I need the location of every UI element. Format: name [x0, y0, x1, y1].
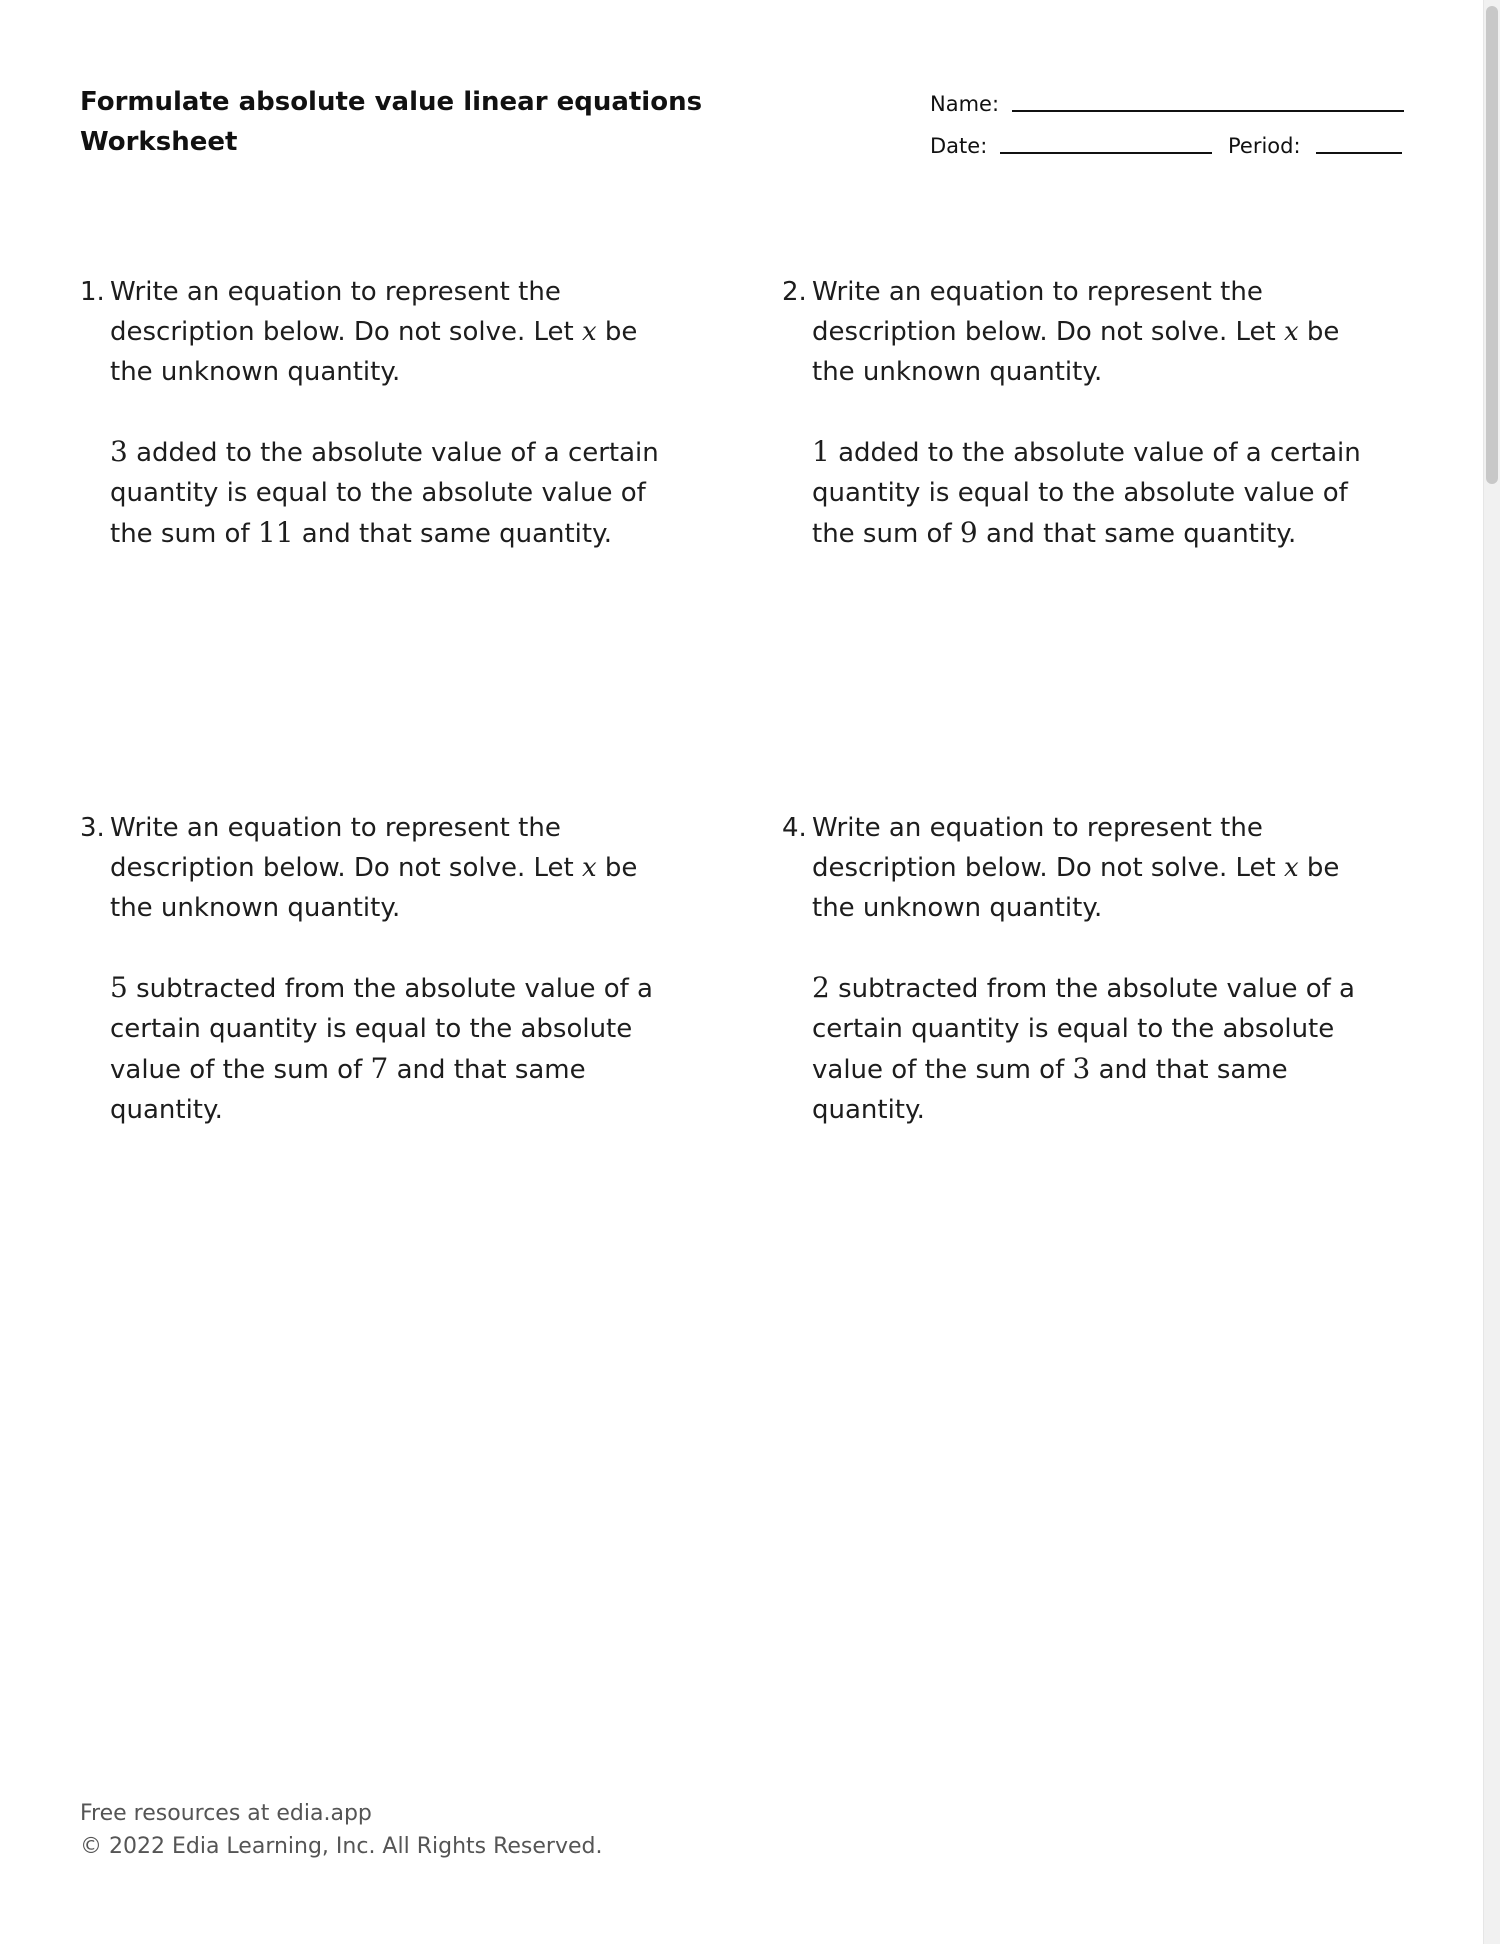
- value-b: 11: [257, 516, 294, 549]
- value-a: 1: [812, 435, 830, 468]
- description-text: added to the absolute value of a certain quantity is equal to the absolute value of the sum of: [812, 438, 1361, 549]
- question-description: [110, 432, 670, 554]
- question-prompt: [812, 272, 1372, 392]
- prompt-text-end: be the unknown quantity.: [812, 853, 1340, 923]
- worksheet-title: [80, 82, 702, 162]
- question-1: [80, 272, 670, 554]
- footer: [80, 1797, 602, 1863]
- prompt-text: Write an equation to represent the description below. Do not solve. Let: [110, 277, 582, 347]
- variable-x: x: [1283, 317, 1299, 347]
- prompt-text: Write an equation to represent the description below. Do not solve. Let: [110, 813, 582, 883]
- value-a: 2: [812, 971, 830, 1004]
- prompt-text-end: be the unknown quantity.: [110, 317, 638, 387]
- question-prompt: [812, 808, 1372, 928]
- prompt-text: Write an equation to represent the description below. Do not solve. Let: [812, 277, 1284, 347]
- footer-resources: Free resources at edia.app: [80, 1801, 372, 1826]
- prompt-text-end: be the unknown quantity.: [812, 317, 1340, 387]
- value-a: 3: [110, 435, 128, 468]
- value-b: 9: [959, 516, 978, 549]
- question-number: 1.: [80, 277, 105, 307]
- description-text-end: and that same quantity.: [293, 519, 613, 549]
- question-body: [812, 272, 1372, 554]
- description-text: subtracted from the absolute value of a certain quantity is equal to the absolute value of the sum of: [812, 974, 1355, 1085]
- question-body: [110, 272, 670, 554]
- description-text: subtracted from the absolute value of a certain quantity is equal to the absolute value of the sum of: [110, 974, 653, 1085]
- variable-x: x: [1283, 853, 1299, 883]
- question-description: [812, 968, 1372, 1130]
- variable-x: x: [581, 317, 597, 347]
- title-line-2: Worksheet: [80, 127, 238, 157]
- value-b: 3: [1072, 1052, 1091, 1085]
- question-number: 3.: [80, 813, 105, 843]
- question-body: [110, 808, 670, 1130]
- question-body: [812, 808, 1372, 1130]
- title-line-1: Formulate absolute value linear equations: [80, 87, 703, 117]
- value-b: 7: [370, 1052, 389, 1085]
- variable-x: x: [581, 853, 597, 883]
- footer-copyright: © 2022 Edia Learning, Inc. All Rights Reserved.: [80, 1834, 603, 1859]
- period-line[interactable]: [1316, 152, 1402, 154]
- description-text-end: and that same quantity.: [110, 1055, 586, 1125]
- name-label: Name:: [930, 92, 1000, 116]
- question-3: [80, 808, 670, 1130]
- description-text-end: and that same quantity.: [812, 1055, 1288, 1125]
- question-prompt: [110, 808, 670, 928]
- date-label: Date:: [930, 134, 988, 158]
- question-description: [812, 432, 1372, 554]
- date-line[interactable]: [1000, 152, 1212, 154]
- period-label: Period:: [1228, 134, 1301, 158]
- description-text-end: and that same quantity.: [977, 519, 1297, 549]
- question-number: 2.: [782, 277, 807, 307]
- prompt-text-end: be the unknown quantity.: [110, 853, 638, 923]
- name-line[interactable]: [1012, 110, 1404, 112]
- prompt-text: Write an equation to represent the description below. Do not solve. Let: [812, 813, 1284, 883]
- question-prompt: [110, 272, 670, 392]
- question-description: [110, 968, 670, 1130]
- question-2: [782, 272, 1372, 554]
- question-4: [782, 808, 1372, 1130]
- description-text: added to the absolute value of a certain quantity is equal to the absolute value of the sum of: [110, 438, 659, 549]
- scrollbar-thumb[interactable]: [1486, 6, 1498, 484]
- value-a: 5: [110, 971, 128, 1004]
- question-number: 4.: [782, 813, 807, 843]
- scrollbar-track[interactable]: [1483, 0, 1500, 1944]
